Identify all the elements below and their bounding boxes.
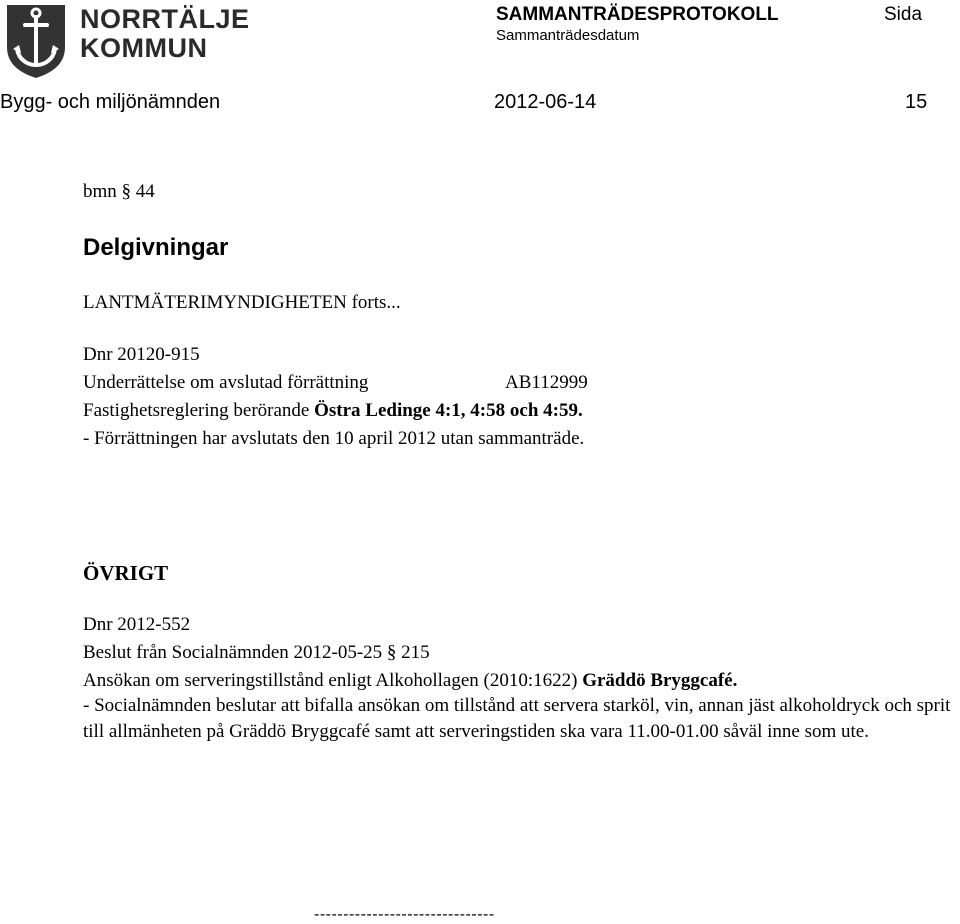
property-regulation-text: Fastighetsreglering berörande [83, 400, 315, 421]
meeting-date: 2012-06-14 [494, 91, 597, 113]
document-type: SAMMANTRÄDESPROTOKOLL [496, 4, 779, 25]
committee-name: Bygg- och miljönämnden [0, 91, 221, 113]
case-number: Dnr 20120-915 [83, 344, 200, 365]
page-number: 15 [905, 91, 928, 113]
property-names: Östra Ledinge 4:1, 4:58 och 4:59. [314, 400, 583, 421]
application-text: Ansökan om serveringstillstånd enligt Alkohollagen (2010:1622) [83, 670, 583, 691]
logo-text-line1: NORRTÄLJE [80, 4, 250, 34]
section-heading: Delgivningar [83, 234, 229, 261]
logo-text-line2: KOMMUN [80, 33, 208, 63]
page-label: Sida [884, 4, 923, 25]
footer-divider: ------------------------------- [314, 906, 495, 923]
decision-text: - Socialnämnden beslutar att bifalla ansökan om tillstånd att servera starköl, vin, annan jäst alkoholdryck och sprit till allmänheten på Gräddö Bryggcafé samt att serveringstiden ska vara 11.00-01.00 såväl inne som ute. [83, 695, 951, 742]
venue-name: Gräddö Bryggcafé. [582, 670, 738, 691]
notice-id: AB112999 [505, 372, 588, 393]
property-regulation [83, 399, 583, 423]
decision-reference: Beslut från Socialnämnden 2012-05-25 § 215 [83, 642, 430, 663]
case-number: Dnr 2012-552 [83, 614, 191, 635]
section-reference: bmn § 44 [83, 181, 155, 202]
meeting-date-label: Sammanträdesdatum [496, 27, 640, 44]
regulation-status: - Förrättningen har avslutats den 10 april 2012 utan sammanträde. [83, 428, 585, 449]
anchor-shield-icon [5, 3, 67, 79]
other-heading: ÖVRIGT [83, 561, 169, 585]
notice-title: Underrättelse om avslutad förrättning [83, 372, 369, 393]
authority-subheading: LANTMÄTERIMYNDIGHETEN forts... [83, 292, 401, 313]
application-line [83, 669, 737, 693]
